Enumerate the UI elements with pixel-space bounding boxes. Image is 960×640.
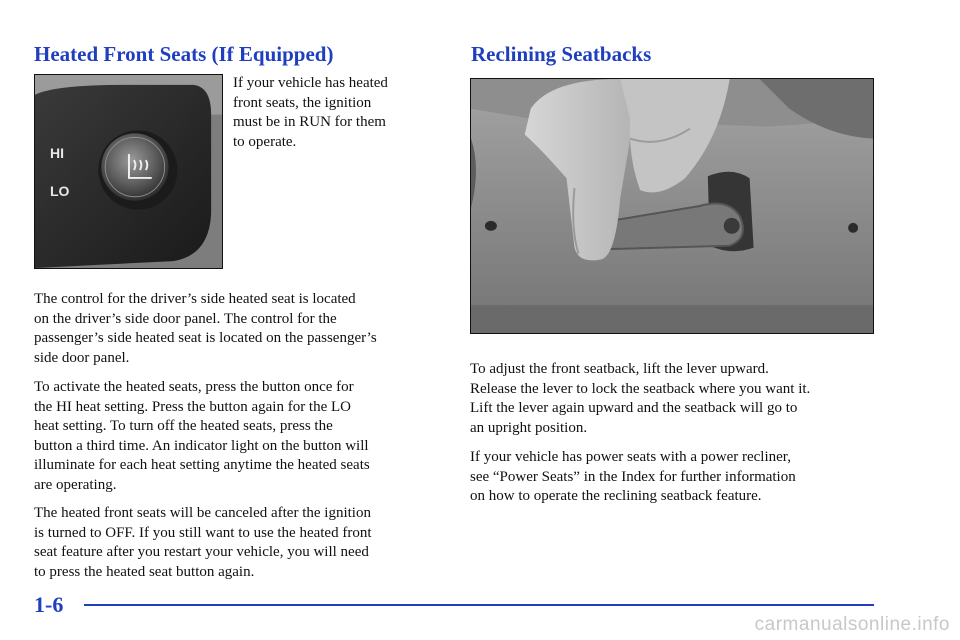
heated-seat-control-photo — [34, 74, 223, 269]
watermark: carmanualsonline.info — [754, 614, 950, 635]
lo-label: LO — [50, 183, 70, 199]
paragraph-activate-heated-seats: To activate the heated seats, press the button once for the HI heat setting. Press the button again for the LO heat setting. To turn off the heated seats, press the button a third time. An indicator light on the button will illuminate for each heat setting anytime the heated seats are operating. — [34, 379, 370, 493]
paragraph-control-location: The control for the driver’s side heated seat is located on the driver’s side door panel. The control for the passenger’s side heated seat is located on the passenger’s side door panel. — [34, 291, 377, 366]
section-heading-heated-seats: Heated Front Seats (If Equipped) — [34, 42, 334, 66]
paragraph-adjust-seatback: To adjust the front seatback, lift the lever upward. Release the lever to lock the seatback where you want it. Lift the lever again upward and the seatback will go to an upright position. — [470, 361, 811, 436]
recline-lever-photo — [470, 78, 874, 334]
footer-rule — [84, 604, 874, 606]
paragraph-power-recliner: If your vehicle has power seats with a power recliner, see “Power Seats” in the Index for further information on how to operate the reclining seatback feature. — [470, 449, 796, 504]
heated-seats-intro: If your vehicle has heated front seats, the ignition must be in RUN for them to operate. — [233, 75, 388, 150]
paragraph-cancel-heated-seats: The heated front seats will be canceled after the ignition is turned to OFF. If you still want to use the heated front seat feature after you restart your vehicle, you will need to press the heated seat button again. — [34, 505, 372, 580]
section-heading-reclining-seatbacks: Reclining Seatbacks — [471, 42, 652, 66]
page-number: 1-6 — [34, 592, 64, 617]
hi-label: HI — [50, 145, 64, 161]
